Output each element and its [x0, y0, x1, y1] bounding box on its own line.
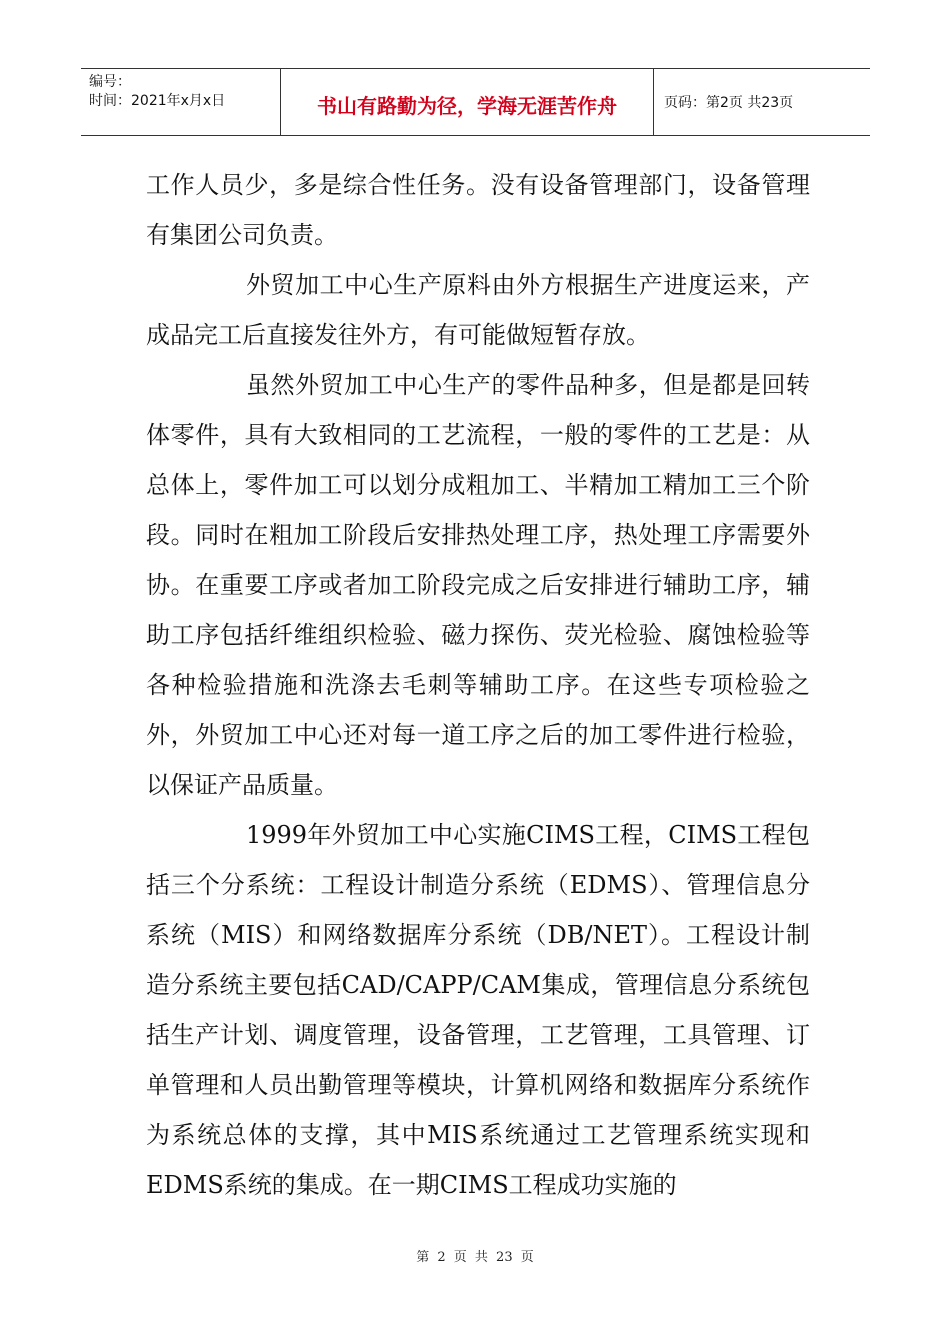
paragraph-3: 虽然外贸加工中心生产的零件品种多，但是都是回转体零件，具有大致相同的工艺流程，一般的零件的工艺是：从总体上，零件加工可以划分成粗加工、半精加工精加工三个阶段。同时在粗加工阶段后安排热处理工序，热处理工序需要外协。在重要工序或者加工阶段完成之后安排进行辅助工序，辅助工序包括纤维组织检验、磁力探伤、荧光检验、腐蚀检验等各种检验措施和洗涤去毛刺等辅助工序。在这些专项检验之外，外贸加工中心还对每一道工序之后的加工零件进行检验，以保证产品质量。: [146, 371, 810, 799]
paragraph-1: 工作人员少，多是综合性任务。没有设备管理部门，设备管理有集团公司负责。: [146, 171, 810, 249]
paragraph-4: 1999年外贸加工中心实施CIMS工程，CIMS工程包括三个分系统：工程设计制造分系统（EDMS）、管理信息分系统（MIS）和网络数据库分系统（DB/NET）。工程设计制造分系统主要包括CAD/CAPP/CAM集成，管理信息分系统包括生产计划、调度管理，设备管理，工艺管理，工具管理、订单管理和人员出勤管理等模块，计算机网络和数据库分系统作为系统总体的支撑，其中MIS系统通过工艺管理系统实现和EDMS系统的集成。在一期CIMS工程成功实施的: [146, 821, 810, 1199]
page-footer: 第 2 页 共 23 页: [416, 1250, 534, 1265]
header-motto: 书山有路勤为径，学海无涯苦作舟: [281, 69, 654, 135]
document-time-label: 时间：2021年x月x日: [89, 93, 226, 109]
document-number-label: 编号：: [89, 74, 131, 90]
paragraph-2: 外贸加工中心生产原料由外方根据生产进度运来，产成品完工后直接发往外方，有可能做短暂存放。: [146, 271, 810, 349]
header-meta: [81, 69, 281, 135]
document-body: [146, 160, 810, 1210]
header-page-number: 页码：第2页 共23页: [664, 95, 794, 111]
page-header: [81, 68, 870, 136]
